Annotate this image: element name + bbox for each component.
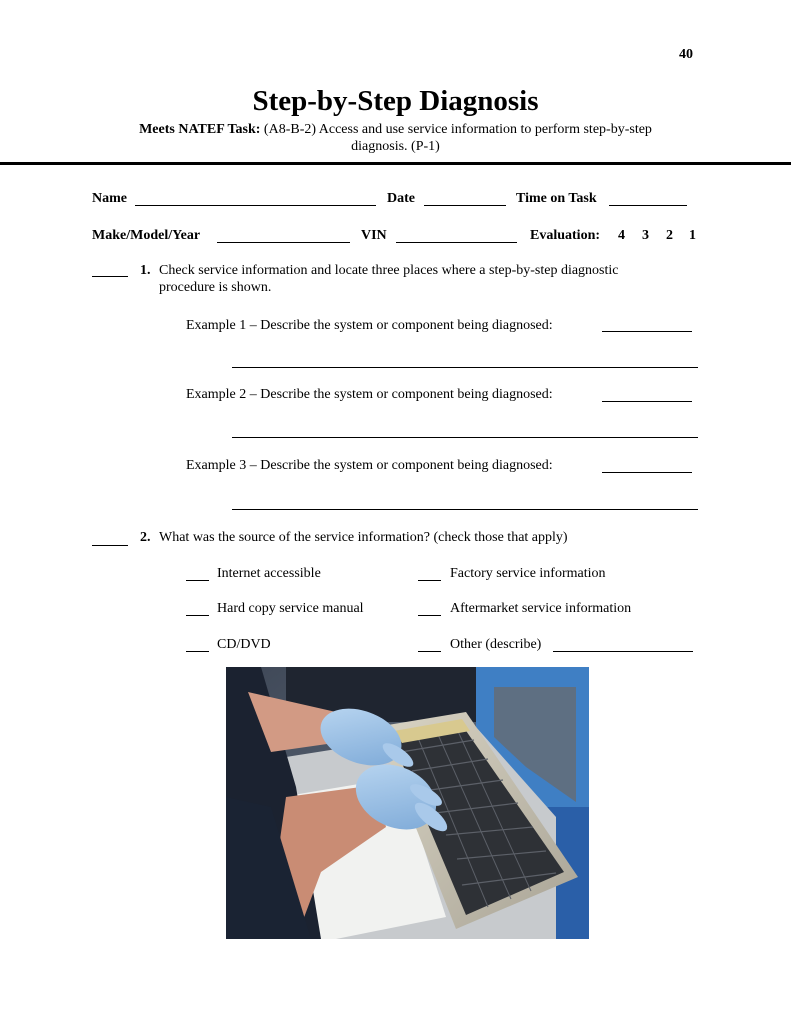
option-aftermarket-checkbox[interactable] — [418, 615, 441, 616]
option-internet-label: Internet accessible — [217, 566, 321, 581]
score-2[interactable]: 2 — [666, 228, 673, 243]
example-1-answer-line[interactable] — [232, 367, 698, 368]
option-other-describe-field[interactable] — [553, 651, 693, 652]
example-3-answer-line[interactable] — [232, 509, 698, 510]
option-hardcopy-label: Hard copy service manual — [217, 601, 364, 616]
keyboard-photo-icon — [226, 667, 589, 939]
option-factory-checkbox[interactable] — [418, 580, 441, 581]
q1-number: 1. — [140, 263, 151, 278]
score-3[interactable]: 3 — [642, 228, 649, 243]
make-model-year-field[interactable] — [217, 242, 350, 243]
example-1-inline-field[interactable] — [602, 331, 692, 332]
task-label: Meets NATEF Task: — [139, 122, 261, 137]
task-text-2: diagnosis. (P-1) — [351, 139, 440, 154]
date-label: Date — [387, 191, 415, 206]
name-field[interactable] — [135, 205, 376, 206]
make-model-year-label: Make/Model/Year — [92, 228, 201, 243]
option-cddvd-label: CD/DVD — [217, 637, 271, 652]
page-title: Step-by-Step Diagnosis — [252, 85, 539, 117]
example-2-inline-field[interactable] — [602, 401, 692, 402]
q1-check-blank[interactable] — [92, 276, 128, 277]
keyboard-typing-photo — [226, 667, 589, 939]
score-1[interactable]: 1 — [689, 228, 696, 243]
page-number: 40 — [679, 47, 693, 62]
option-internet-checkbox[interactable] — [186, 580, 209, 581]
name-label: Name — [92, 191, 127, 206]
example-3-inline-field[interactable] — [602, 472, 692, 473]
time-on-task-label: Time on Task — [516, 191, 597, 206]
date-field[interactable] — [424, 205, 506, 206]
score-4[interactable]: 4 — [618, 228, 625, 243]
option-aftermarket-label: Aftermarket service information — [450, 601, 632, 616]
time-on-task-field[interactable] — [609, 205, 687, 206]
option-other-label: Other (describe) — [450, 637, 542, 652]
option-cddvd-checkbox[interactable] — [186, 651, 209, 652]
q2-text: What was the source of the service information? (check those that apply) — [159, 530, 568, 545]
example-1-prompt: Example 1 – Describe the system or component being diagnosed: — [186, 318, 553, 333]
q1-text-2: procedure is shown. — [159, 280, 272, 295]
option-hardcopy-checkbox[interactable] — [186, 615, 209, 616]
vin-field[interactable] — [396, 242, 517, 243]
task-text-1: (A8-B-2) Access and use service information to perform step-by-step — [263, 122, 652, 137]
header-divider — [0, 162, 791, 165]
task-line-1 — [0, 122, 791, 138]
option-factory-label: Factory service information — [450, 566, 606, 581]
example-2-prompt: Example 2 – Describe the system or component being diagnosed: — [186, 387, 553, 402]
vin-label: VIN — [361, 228, 387, 243]
q2-number: 2. — [140, 530, 151, 545]
option-other-checkbox[interactable] — [418, 651, 441, 652]
example-2-answer-line[interactable] — [232, 437, 698, 438]
evaluation-label: Evaluation: — [530, 228, 601, 243]
q2-check-blank[interactable] — [92, 545, 128, 546]
example-3-prompt: Example 3 – Describe the system or component being diagnosed: — [186, 458, 553, 473]
q1-text-1: Check service information and locate three places where a step-by-step diagnostic — [159, 263, 619, 278]
